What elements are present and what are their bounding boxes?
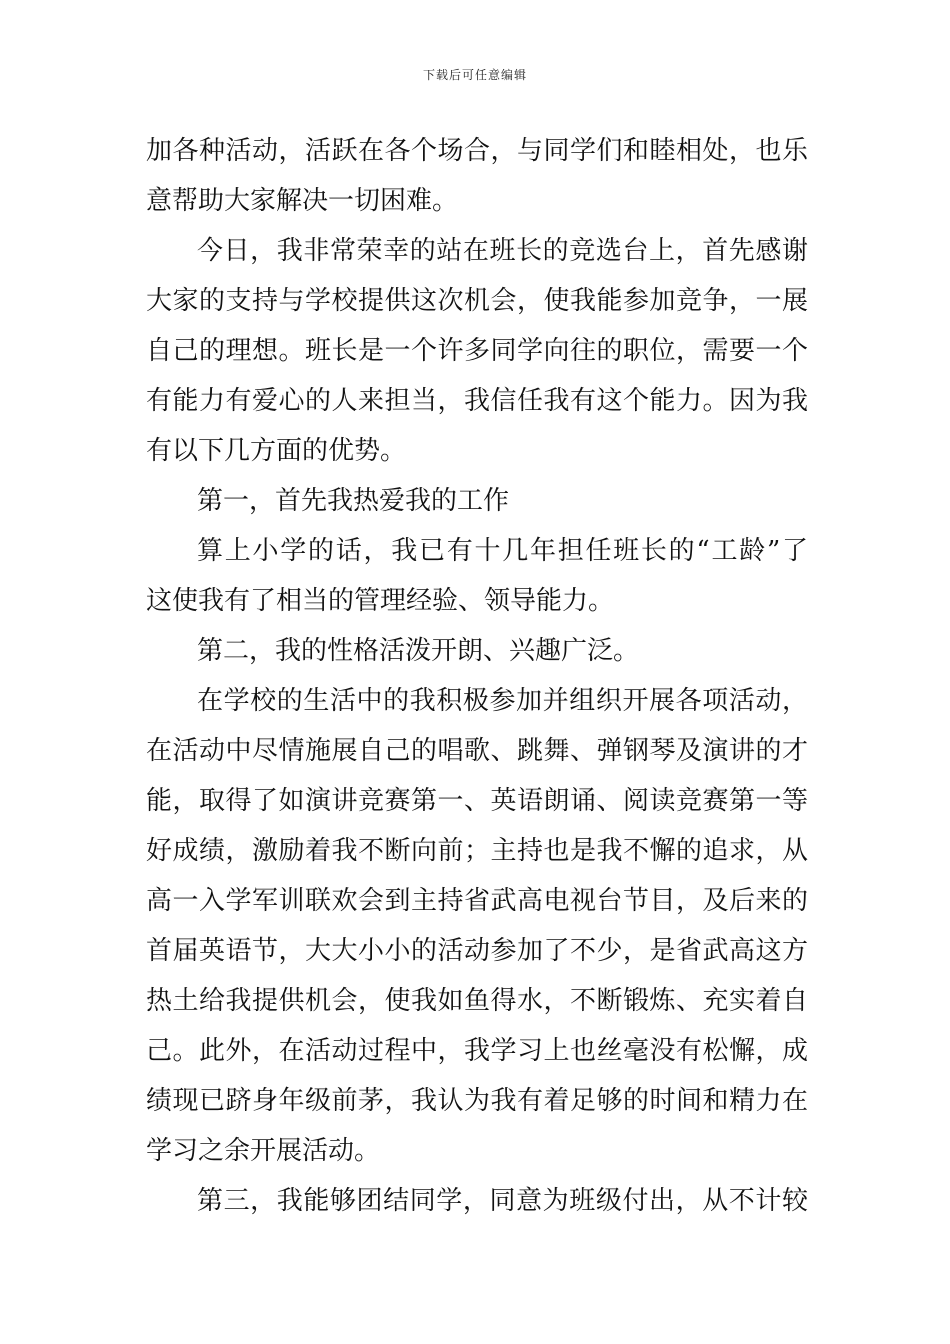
text-line: 加各种活动，活跃在各个场合，与同学们和睦相处，也乐 [146,136,808,166]
section-heading-2: 第二，我的性格活泼开朗、兴趣广泛。 [197,636,640,666]
text-line: 大家的支持与学校提供这次机会，使我能参加竞争，一展 [146,286,808,316]
section-heading-3: 第三，我能够团结同学，同意为班级付出，从不计较 [197,1186,808,1216]
text-line: 自己的理想。班长是一个许多同学向往的职位，需要一个 [146,336,808,366]
section-heading-1: 第一，首先我热爱我的工作 [197,486,510,516]
text-line: 这使我有了相当的管理经验、领导能力。 [146,586,615,616]
text-line: 在活动中尽情施展自己的唱歌、跳舞、弹钢琴及演讲的才 [146,736,808,766]
text-line: 有以下几方面的优势。 [146,436,407,466]
text-line: 己。此外，在活动过程中，我学习上也丝毫没有松懈，成 [146,1036,808,1066]
paragraph-first-line: 今日，我非常荣幸的站在班长的竞选台上，首先感谢 [197,236,808,266]
paragraph-first-line: 算上小学的话，我已有十几年担任班长的“工龄”了 [197,536,808,566]
text-line: 绩现已跻身年级前茅，我认为我有着足够的时间和精力在 [146,1086,808,1116]
text-line: 能，取得了如演讲竞赛第一、英语朗诵、阅读竞赛第一等 [146,786,808,816]
text-line: 热土给我提供机会，使我如鱼得水，不断锻炼、充实着自 [146,986,808,1016]
text-line: 学习之余开展活动。 [146,1136,381,1166]
text-line: 首届英语节，大大小小的活动参加了不少，是省武高这方 [146,936,808,966]
text-line: 意帮助大家解决一切困难。 [146,186,459,216]
paragraph-first-line: 在学校的生活中的我积极参加并组织开展各项活动， [197,686,808,716]
text-line: 高一入学军训联欢会到主持省武高电视台节目，及后来的 [146,886,808,916]
text-line: 有能力有爱心的人来担当，我信任我有这个能力。因为我 [146,386,808,416]
page-header: 下载后可任意编辑 [422,68,527,82]
text-line: 好成绩，激励着我不断向前；主持也是我不懈的追求，从 [146,836,808,866]
